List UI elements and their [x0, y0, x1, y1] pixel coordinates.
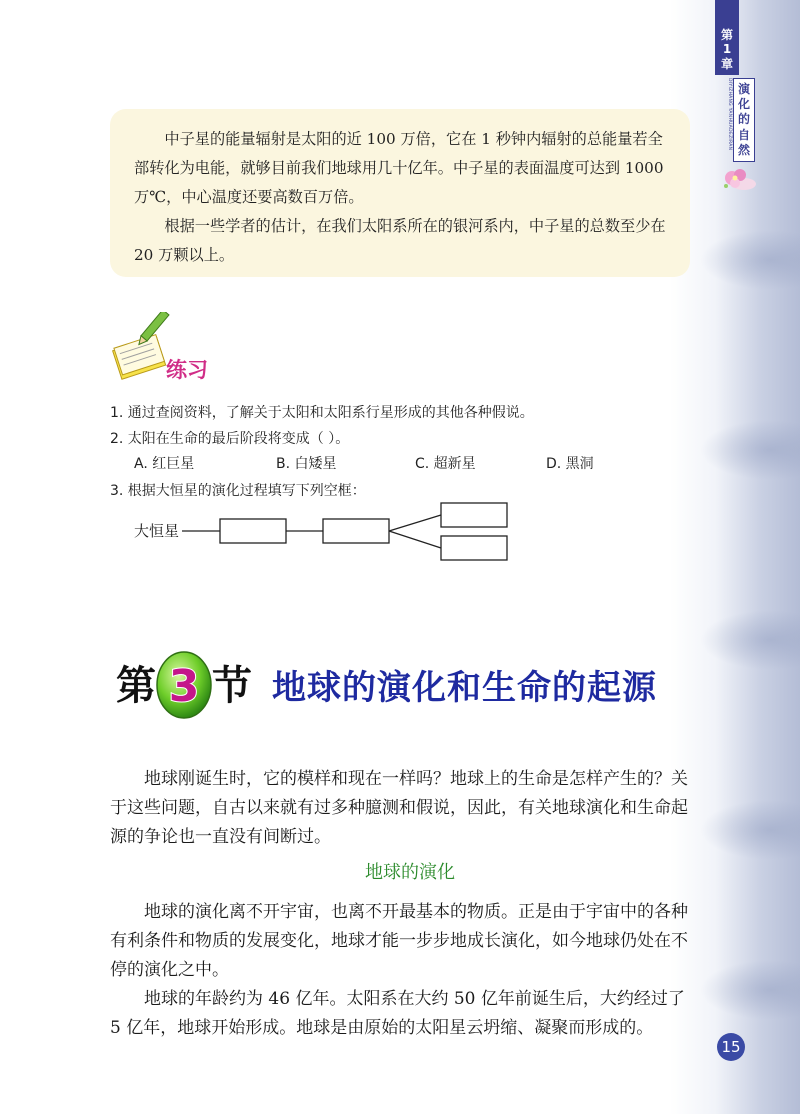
chapter-tab-label-2: 1 [722, 42, 732, 57]
side-streak [700, 230, 800, 290]
section-badge [112, 645, 262, 725]
exercise-question-2: 2. 太阳在生命的最后阶段将变成（ ）。 [110, 431, 350, 447]
chapter-tab-label-1: 第 [720, 27, 733, 42]
section-suffix: 节 [212, 663, 252, 709]
body-paragraph-2-text: 地球的年龄约为 46 亿年。太阳系在大约 50 亿年前诞生后，大约经过了 5 亿年，地球开始形成。地球是由原始的太阳星云坍缩、凝聚而形成的。 [110, 989, 685, 1038]
side-streak [700, 420, 800, 480]
notebook-pencil-icon [112, 312, 172, 382]
sub-heading [0, 858, 800, 884]
chapter-title-char: 自 [737, 127, 750, 142]
chapter-pinyin: DIYIZHANG YANHUADEZIRAN [727, 78, 732, 151]
flower-icon [718, 164, 758, 198]
page-number: 15 [717, 1033, 745, 1061]
body-paragraph-1 [110, 898, 695, 985]
chapter-title-char: 然 [737, 143, 750, 158]
diagram-blank-box[interactable] [441, 503, 507, 527]
diagram-connector [389, 531, 441, 548]
chapter-tab [715, 0, 739, 75]
side-streak [700, 800, 800, 860]
info-paragraph: 根据一些学者的估计，在我们太阳系所在的银河系内，中子星的总数至少在 20 万颗以上。 [134, 217, 666, 264]
option-d: D. 黑洞 [546, 456, 594, 472]
option-a: A. 红巨星 [134, 456, 195, 472]
chapter-tab-label-3: 章 [720, 56, 733, 71]
option-c: C. 超新星 [415, 456, 476, 472]
body-intro-text: 地球刚诞生时，它的模样和现在一样吗？地球上的生命是怎样产生的？关于这些问题，自古以来就有过多种臆测和假说，因此，有关地球演化和生命起源的争论也一直没有间断过。 [110, 769, 688, 847]
chapter-title [733, 78, 755, 162]
section-number: 3 [168, 661, 200, 712]
chapter-title-char: 演 [737, 81, 750, 96]
diagram-blank-box[interactable] [441, 536, 507, 560]
chapter-title-char: 的 [737, 112, 750, 127]
exercise-title: 练习 [166, 358, 208, 382]
sub-heading-text: 地球的演化 [365, 862, 455, 883]
exercise-question-3: 3. 根据大恒星的演化过程填写下列空框： [110, 483, 366, 499]
diagram-connector [389, 515, 441, 531]
body-paragraph-1-text: 地球的演化离不开宇宙，也离不开最基本的物质。正是由于宇宙中的各种有利条件和物质的发展变化，地球才能一步步地成长演化，如今地球仍处在不停的演化之中。 [110, 902, 688, 980]
diagram-blank-box[interactable] [220, 519, 286, 543]
diagram-blank-box[interactable] [323, 519, 389, 543]
info-paragraph: 中子星的能量辐射是太阳的近 100 万倍，它在 1 秒钟内辐射的总能量若全部转化为电能，就够目前我们地球用几十亿年。中子星的表面温度可达到 1000 万℃，中心温度还要高数百万倍。 [134, 130, 664, 206]
exercise-question-1: 1. 通过查阅资料，了解关于太阳和太阳系行星形成的其他各种假说。 [110, 405, 534, 421]
section-title: 地球的演化和生命的起源 [272, 668, 657, 708]
diagram-start-label: 大恒星 [134, 522, 180, 540]
info-box [110, 109, 690, 277]
body-intro [110, 765, 695, 852]
option-b: B. 白矮星 [276, 456, 337, 472]
section-prefix: 第 [116, 663, 156, 709]
side-streak [700, 610, 800, 670]
body-paragraph-2 [110, 985, 695, 1043]
chapter-title-char: 化 [737, 96, 750, 111]
side-streak [700, 960, 800, 1020]
